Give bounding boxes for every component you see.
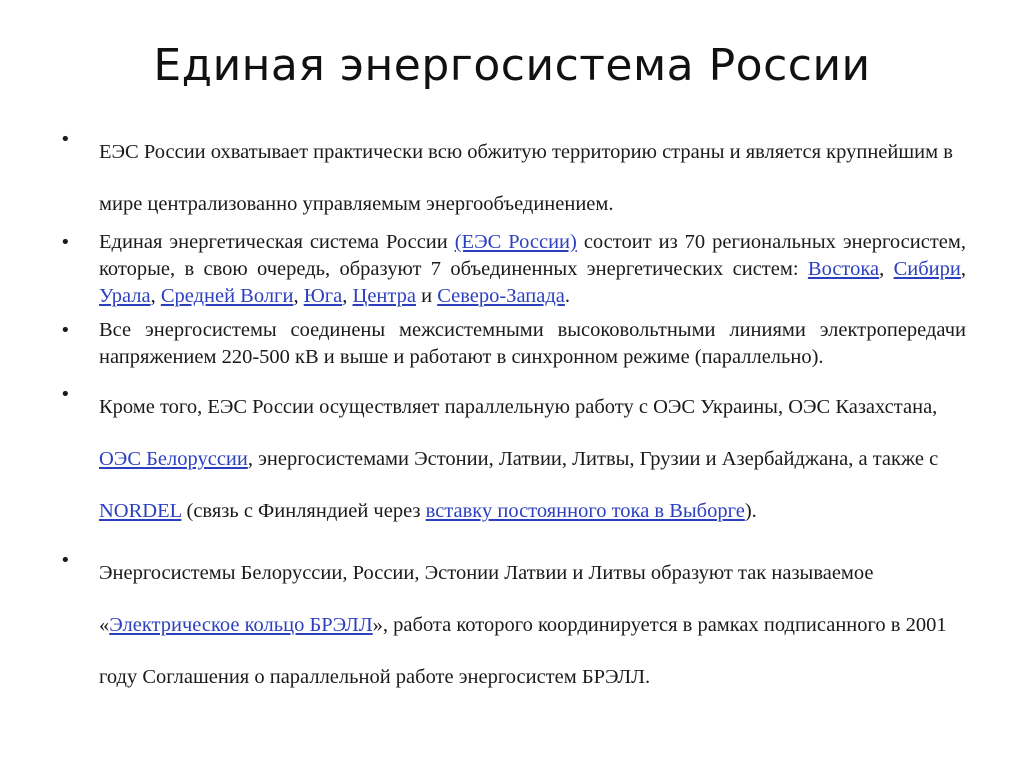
- slide-title: Единая энергосистема России: [153, 40, 871, 91]
- bullet-text: Единая энергетическая система России: [99, 231, 455, 253]
- separator: и: [415, 285, 438, 307]
- sentence-end: ).: [744, 500, 757, 522]
- bullet-text: Все энергосистемы соединены межсистемными высоковольтными линиями электропередачи напряжением 220-500 кВ и выше и работают в синхронном режиме (параллельно).: [99, 319, 966, 368]
- link-vyborg-dc-link[interactable]: вставку постоянного тока в Выборге: [425, 500, 745, 522]
- bullet-marker: •: [60, 550, 71, 571]
- link-oes-belarus[interactable]: ОЭС Белоруссии: [99, 448, 248, 470]
- link-ural[interactable]: Урала: [99, 285, 151, 307]
- link-ees-russia[interactable]: (ЕЭС России): [454, 231, 577, 253]
- bullet-item-interconnection: [60, 317, 966, 371]
- separator: ,: [293, 285, 304, 307]
- bullet-text: », работа которого координируется в рамках подписанного в 2001 году Соглашения о параллельной работе энергосистем БРЭЛЛ.: [99, 614, 947, 688]
- bullet-text: Кроме того, ЕЭС России осуществляет параллельную работу с ОЭС Украины, ОЭС Казахстана,: [99, 396, 938, 418]
- bullet-text: ЕЭС России охватывает практически всю обжитую территорию страны и является крупнейшим в мире централизованно управляемым энергообъединением.: [99, 141, 953, 215]
- link-sibir[interactable]: Сибири: [893, 258, 961, 280]
- separator: ,: [342, 285, 353, 307]
- link-yug[interactable]: Юга: [303, 285, 343, 307]
- sentence-end: .: [564, 285, 571, 307]
- bullet-text: состоит из 70 региональных энергосистем, которые, в свою очередь, образуют 7 объединенных энергетических систем:: [99, 231, 966, 280]
- bullet-item-brell: [60, 547, 966, 703]
- link-srednyaya-volga[interactable]: Средней Волги: [160, 285, 294, 307]
- bullet-text: , энергосистемами Эстонии, Латвии, Литвы, Грузии и Азербайджана, а также с: [247, 448, 939, 470]
- bullet-marker: •: [60, 232, 71, 253]
- bullet-text: Энергосистемы Белоруссии, России, Эстонии Латвии и Литвы образуют так называемое «: [99, 562, 874, 636]
- bullet-marker: •: [60, 384, 71, 405]
- link-vostok[interactable]: Востока: [807, 258, 880, 280]
- bullet-marker: •: [60, 320, 71, 341]
- link-nordel[interactable]: NORDEL: [99, 500, 182, 522]
- bullet-list: [60, 126, 966, 703]
- separator: ,: [150, 285, 161, 307]
- bullet-text: (связь с Финляндией через: [181, 500, 426, 522]
- link-severo-zapad[interactable]: Северо-Запада: [437, 285, 565, 307]
- bullet-item-ees-structure: [60, 229, 966, 310]
- separator: ,: [960, 258, 966, 280]
- separator: ,: [879, 258, 894, 280]
- bullet-item-parallel-work: [60, 381, 966, 537]
- bullet-item-ees-coverage: [60, 126, 966, 230]
- link-brell-ring[interactable]: Электрическое кольцо БРЭЛЛ: [109, 614, 373, 636]
- bullet-marker: •: [60, 129, 71, 150]
- link-centr[interactable]: Центра: [352, 285, 416, 307]
